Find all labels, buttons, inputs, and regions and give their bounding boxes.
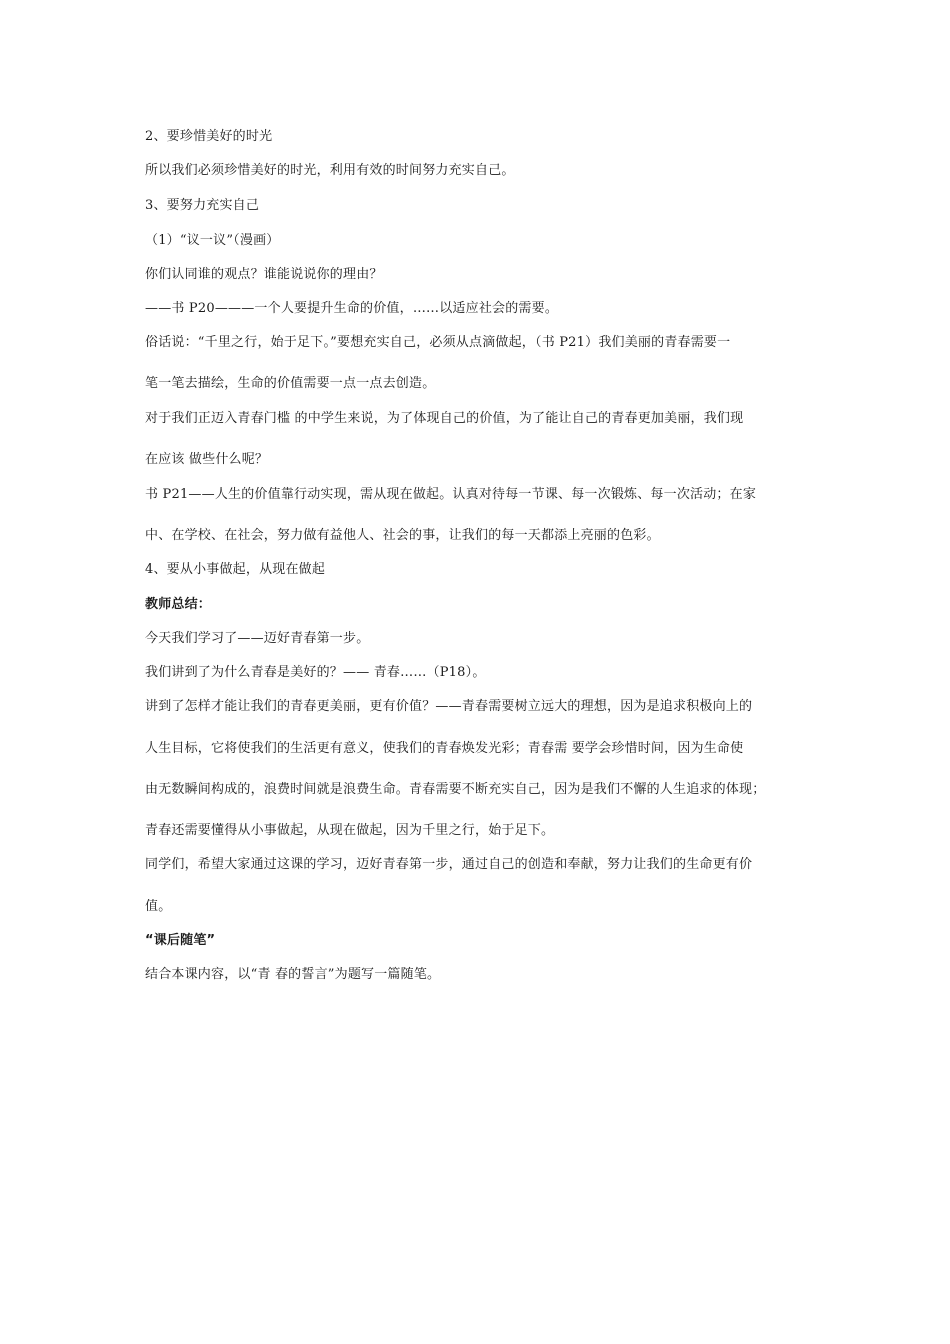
paragraph-line: 讲到了怎样才能让我们的青春更美丽，更有价值？——青春需要树立远大的理想，因为是追求积极向上的 [145,699,753,714]
heading-enrich-self: 3、要努力充实自己 [145,198,260,213]
paragraph-line: 青春还需要懂得从小事做起，从现在做起，因为千里之行，始于足下。 [145,823,555,838]
paragraph-line: 书 P21——人生的价值靠行动实现，需从现在做起。认真对待每一节课、每一次锻炼、每一次活动；在家 [145,487,757,502]
heading-cherish-time: 2、要珍惜美好的时光 [145,129,273,144]
paragraph-line: 我们讲到了为什么青春是美好的？—— 青春……（P18）。 [145,665,486,680]
paragraph-line: 对于我们正迈入青春门槛 的中学生来说，为了体现自己的价值，为了能让自己的青春更加美丽，我们现 [145,411,744,426]
paragraph-line: （1）“议一议”（漫画） [145,233,280,248]
paragraph-line: 人生目标，它将使我们的生活更有意义，使我们的青春焕发光彩；青春需 要学会珍惜时间，因为生命使 [145,741,744,756]
heading-start-small: 4、要从小事做起，从现在做起 [145,562,326,577]
paragraph-line: 所以我们必须珍惜美好的时光，利用有效的时间努力充实自己。 [145,163,515,178]
paragraph-line: 今天我们学习了——迈好青春第一步。 [145,631,370,646]
paragraph-line: 你们认同谁的观点？谁能说说你的理由？ [145,267,383,282]
paragraph-line: 俗话说：“千里之行，始于足下。”要想充实自己，必须从点滴做起，（书 P21）我们美丽的青春需要一 [145,335,731,350]
paragraph-line: 同学们，希望大家通过这课的学习，迈好青春第一步，通过自己的创造和奉献，努力让我们的生命更有价 [145,857,753,872]
paragraph-line: 由无数瞬间构成的，浪费时间就是浪费生命。青春需要不断充实自己，因为是我们不懈的人生追求的体现； [145,782,766,797]
paragraph-line: ——书 P20———一个人要提升生命的价值，……以适应社会的需要。 [145,301,559,316]
paragraph-line: 值。 [145,899,172,914]
paragraph-line: 中、在学校、在社会，努力做有益他人、社会的事，让我们的每一天都添上亮丽的色彩。 [145,528,660,543]
after-class-essay-heading: “课后随笔” [145,933,216,948]
teacher-summary-heading: 教师总结： [145,597,212,612]
paragraph-line: 结合本课内容，以“青 春的誓言”为题写一篇随笔。 [145,967,441,982]
paragraph-line: 在应该 做些什么呢？ [145,452,269,467]
paragraph-line: 笔一笔去描绘，生命的价值需要一点一点去创造。 [145,376,436,391]
